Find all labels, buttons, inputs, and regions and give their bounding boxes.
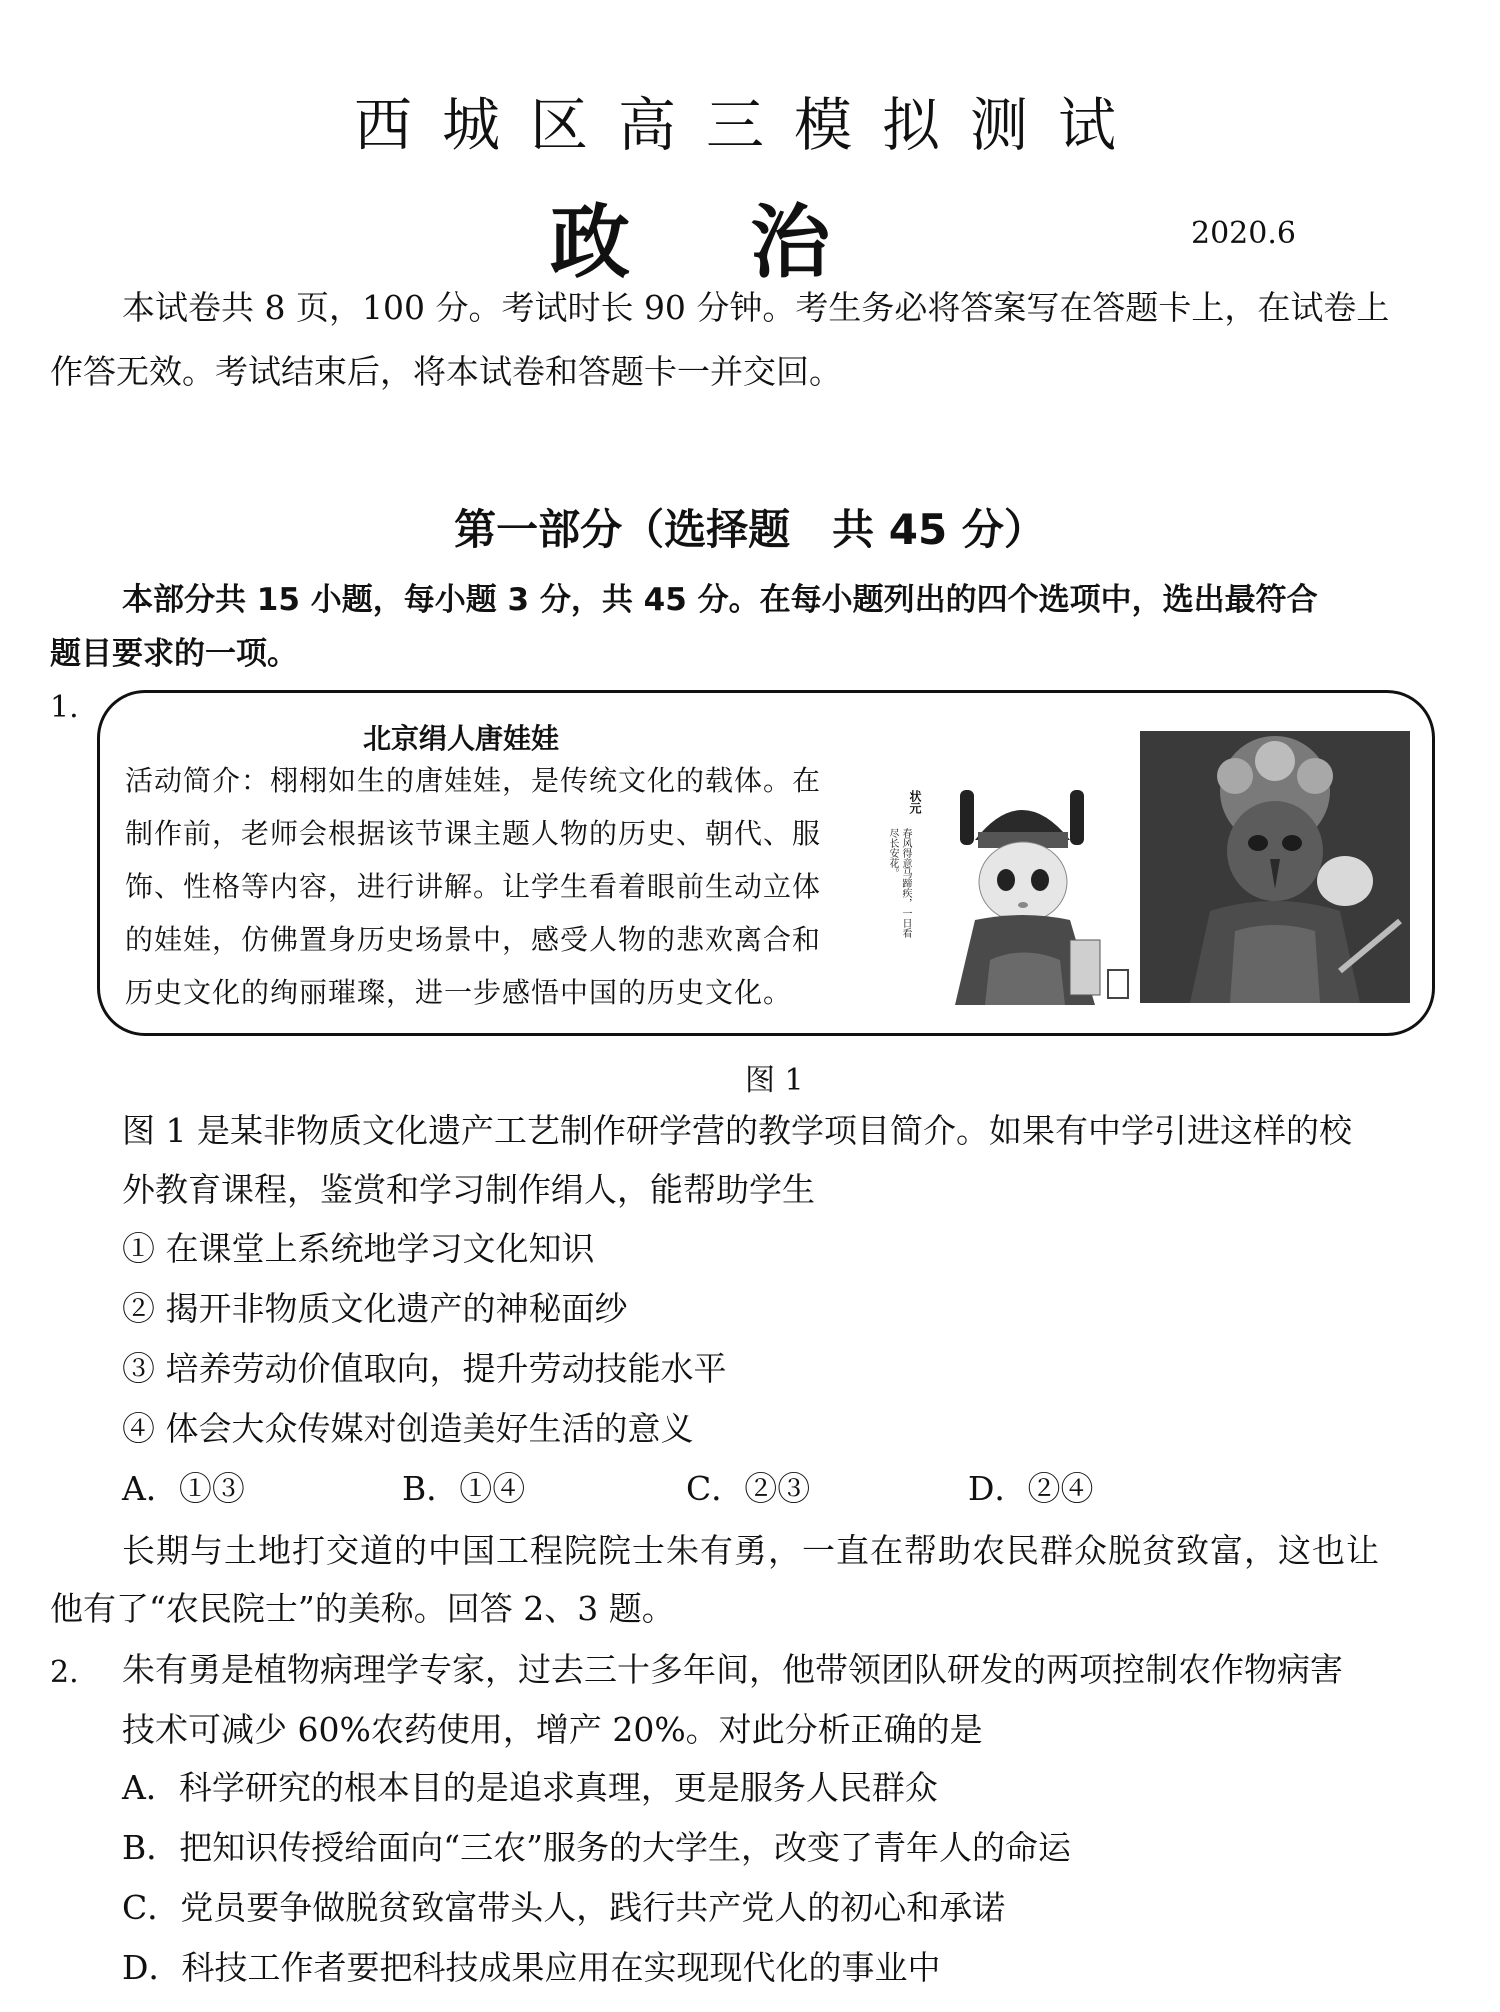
question-number-1: 1.	[50, 690, 79, 725]
q2-stem-line-1: 朱有勇是植物病理学专家，过去三十多年间，他带领团队研发的两项控制农作物病害	[122, 1650, 1343, 1689]
zhuangyuan-doll-image	[920, 770, 1135, 1010]
section-title: 第一部分（选择题 共 45 分）	[454, 505, 1046, 554]
doll-caption-poem: 春风得意马蹄疾，一日看尽长安花。	[887, 828, 911, 938]
section-instruction-line-1: 本部分共 15 小题，每小题 3 分，共 45 分。在每小题列出的四个选项中，选出最符合	[122, 582, 1318, 618]
question-number-2: 2.	[50, 1655, 79, 1690]
q1-item: ① 在课堂上系统地学习文化知识	[122, 1229, 595, 1268]
q1-item: ② 揭开非物质文化遗产的神秘面纱	[122, 1289, 628, 1328]
intro-line-2: 作答无效。考试结束后，将本试卷和答题卡一并交回。	[50, 352, 842, 391]
q2-option-b: B．把知识传授给面向“三农”服务的大学生，改变了青年人的命运	[122, 1828, 1071, 1867]
q1-item: ③ 培养劳动价值取向，提升劳动技能水平	[122, 1349, 727, 1388]
q2-option-a: A．科学研究的根本目的是追求真理，更是服务人民群众	[122, 1768, 938, 1807]
q1-item: ④ 体会大众传媒对创造美好生活的意义	[122, 1409, 694, 1448]
q2-option-c: C．党员要争做脱贫致富带头人，践行共产党人的初心和承诺	[122, 1888, 1006, 1927]
activity-box-line: 活动简介：栩栩如生的唐娃娃，是传统文化的载体。在	[125, 764, 822, 797]
activity-box-line: 的娃娃，仿佛置身历史场景中，感受人物的悲欢离合和	[125, 923, 822, 956]
doll-caption-title: 状元	[908, 790, 922, 814]
subject-title: 政治	[550, 195, 950, 289]
q1-stem-line-2: 外教育课程，鉴赏和学习制作绢人，能帮助学生	[122, 1170, 815, 1209]
q1-choice-b: B．①④	[402, 1469, 526, 1508]
activity-box-title: 北京绢人唐娃娃	[363, 722, 560, 755]
section-instruction-line-2: 题目要求的一项。	[50, 636, 298, 672]
exam-title: 西城区高三模拟测试	[353, 91, 1146, 159]
q1-choice-c: C．②③	[686, 1469, 811, 1508]
exam-date: 2020.6	[1191, 216, 1296, 251]
activity-box-line: 制作前，老师会根据该节课主题人物的历史、朝代、服	[125, 817, 822, 850]
activity-box-line: 历史文化的绚丽璀璨，进一步感悟中国的历史文化。	[125, 976, 793, 1009]
context-line-1: 长期与土地打交道的中国工程院院士朱有勇，一直在帮助农民群众脱贫致富，这也让	[122, 1531, 1380, 1570]
context-line-2: 他有了“农民院士”的美称。回答 2、3 题。	[50, 1589, 675, 1628]
q2-option-d: D．科技工作者要把科技成果应用在实现现代化的事业中	[122, 1948, 941, 1987]
intro-line-1: 本试卷共 8 页，100 分。考试时长 90 分钟。考生务必将答案写在答题卡上，在试卷上	[122, 288, 1390, 327]
q1-stem-line-1: 图 1 是某非物质文化遗产工艺制作研学营的教学项目简介。如果有中学引进这样的校	[122, 1111, 1352, 1150]
opera-doll-photo	[1140, 731, 1410, 1003]
figure-caption: 图 1	[745, 1063, 804, 1098]
q1-choice-a: A．①③	[122, 1469, 245, 1508]
activity-box-line: 饰、性格等内容，进行讲解。让学生看着眼前生动立体	[125, 870, 822, 903]
q1-choice-d: D．②④	[968, 1469, 1094, 1508]
q2-stem-line-2: 技术可减少 60%农药使用，增产 20%。对此分析正确的是	[122, 1710, 983, 1749]
